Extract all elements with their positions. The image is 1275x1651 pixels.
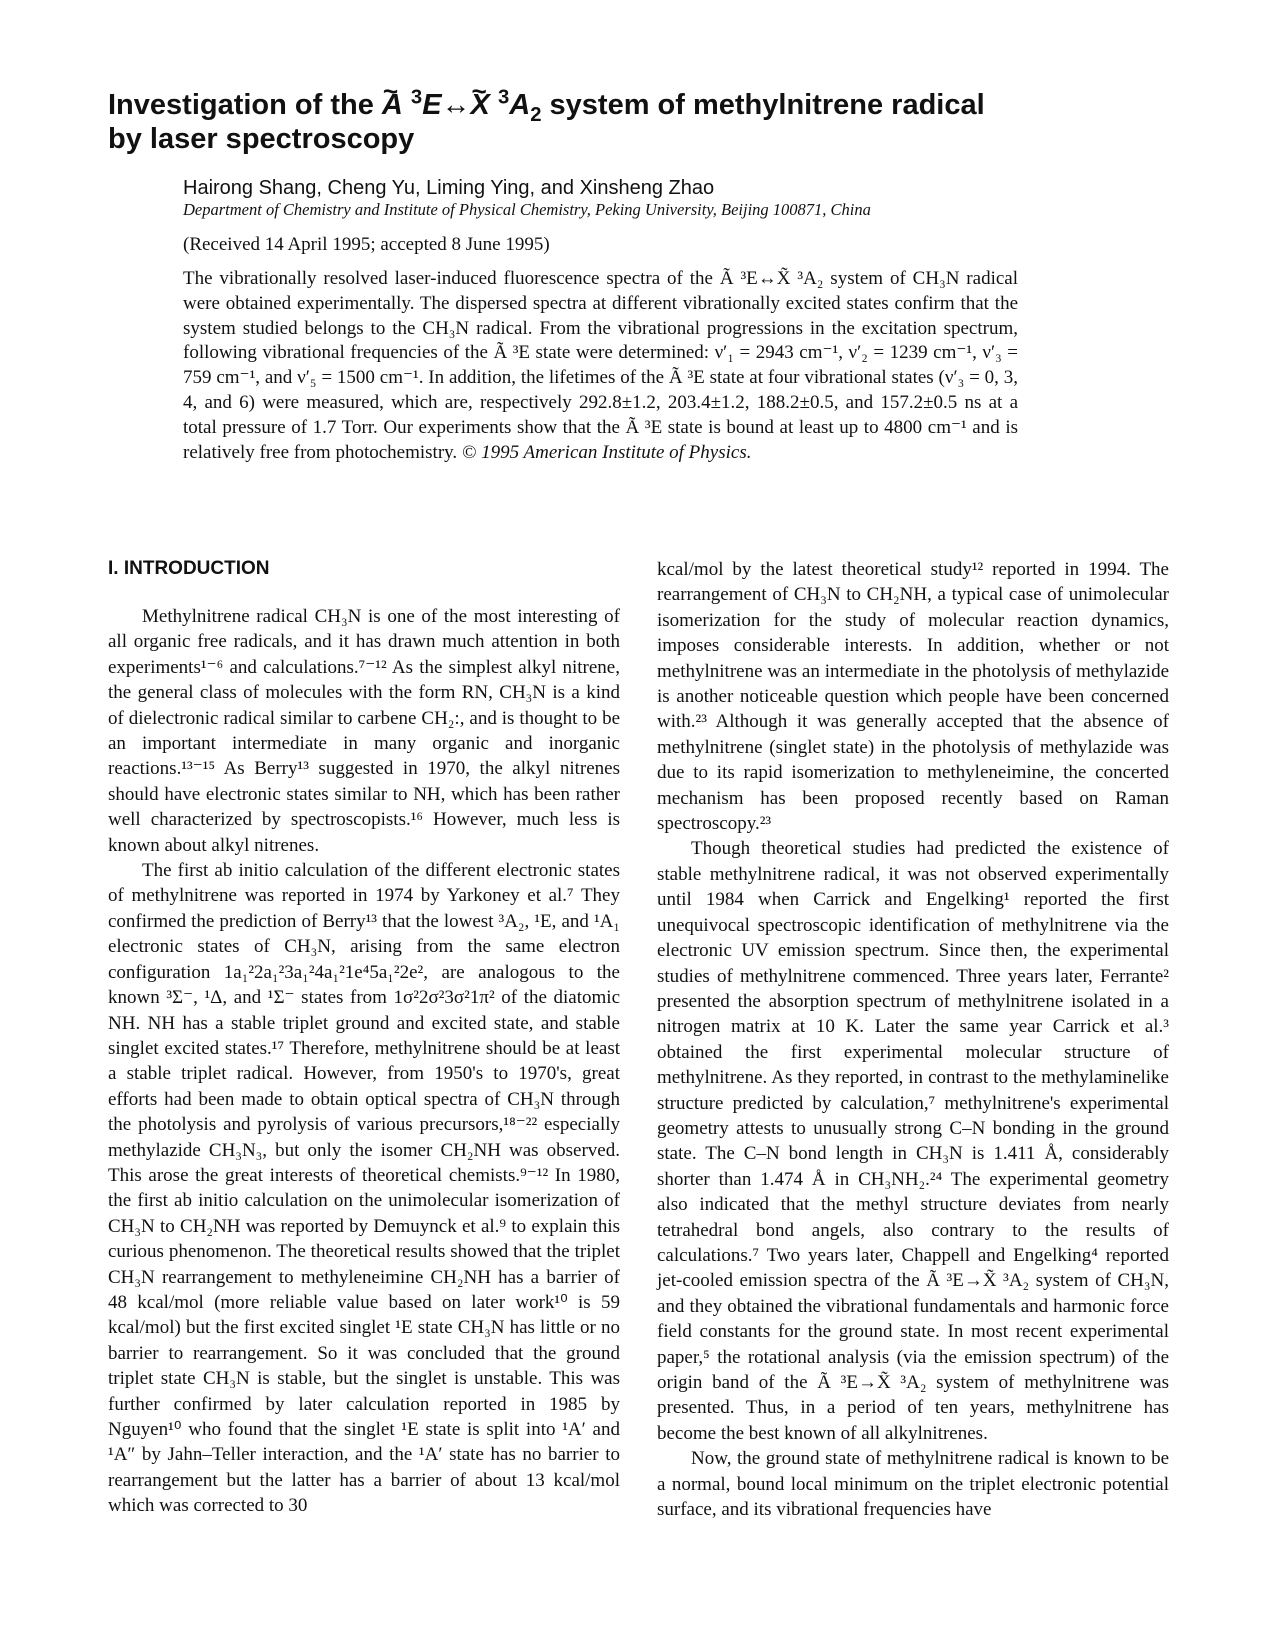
left-column: [108, 604, 620, 1519]
author-list: Hairong Shang, Cheng Yu, Liming Ying, and Xinsheng Zhao: [183, 177, 715, 199]
body-paragraph-3: Though theoretical studies had predicted the existence of stable methylnitrene radical, it was not observed experimentally until 1984 when Carrick and Engelking¹ reported the first unequivocal spectroscopic identification of methylnitrene via the electronic UV emission spectrum. Since then, the experimental studies of methylnitrene commenced. Three years later, Ferrante² presented the absorption spectrum of methylnitrene isolated in a nitrogen matrix at 10 K. Later the same year Carrick et al.³ obtained the first experimental molecular structure of methylnitrene. As they reported, in contrast to the methylaminelike structure predicted by calculation,⁷ methylnitrene's experimental geometry attests to unusually strong C–N bonding in the ground state. The C–N bond length in CH₃N is 1.411 Å, considerably shorter than 1.474 Å in CH₃NH₂.²⁴ The experimental geometry also indicated that the methyl structure deviates from nearly tetrahedral bond angels, also contrary to the results of calculations.⁷ Two years later, Chappell and Engelking⁴ reported jet-cooled emission spectra of the Ã ³E→X̃ ³A₂ system of CH₃N, and they obtained the vibrational fundamentals and harmonic force field constants for the ground state. In most recent experimental paper,⁵ the rotational analysis (via the emission spectrum) of the origin band of the Ã ³E→X̃ ³A₂ system of methylnitrene was presented. Thus, in a period of ten years, methylnitrene has become the best known of all alkylnitrenes.: [657, 838, 1169, 1444]
abstract: [183, 267, 1018, 465]
body-paragraph-1: Methylnitrene radical CH₃N is one of the most interesting of all organic free radicals, and it has drawn much attention in both experiments¹⁻⁶ and calculations.⁷⁻¹² As the simplest alkyl nitrene, the general class of molecules with the form RN, CH₃N is a kind of dielectronic radical similar to carbene CH₂:, and is thought to be an important intermediate in many organic and inorganic reactions.¹³⁻¹⁵ As Berry¹³ suggested in 1970, the alkyl nitrenes should have electronic states similar to NH, which has been rather well characterized by spectroscopists.¹⁶ However, much less is known about alkyl nitrenes.: [108, 606, 620, 856]
abstract-text: The vibrationally resolved laser-induced fluorescence spectra of the Ã ³E↔X̃ ³A₂ system of CH₃N radical were obtained experimentally. The dispersed spectra at different vibrationally excited states confirm that the system studied belongs to the CH₃N radical. From the vibrational progressions in the excitation spectrum, following vibrational frequencies of the Ã ³E state were determined: ν′₁ = 2943 cm⁻¹, ν′₂ = 1239 cm⁻¹, ν′₃ = 759 cm⁻¹, and ν′₅ = 1500 cm⁻¹. In addition, the lifetimes of the Ã ³E state at four vibrational states (ν′₃ = 0, 3, 4, and 6) were measured, which are, respectively 292.8±1.2, 203.4±1.2, 188.2±0.5, and 157.2±0.5 ns at a total pressure of 1.7 Torr. Our experiments show that the Ã ³E state is bound at least up to 4800 cm⁻¹ and is relatively free from photochemistry.: [183, 268, 1018, 463]
body-paragraph-4: Now, the ground state of methylnitrene radical is known to be a normal, bound local minimum on the triplet electronic potential surface, and its vibrational frequencies have: [657, 1448, 1169, 1521]
copyright-notice: © 1995 American Institute of Physics.: [461, 441, 752, 463]
paper-title: Investigation of the ~ A $^3$E↔~ X $^3A_2$ system of methylnitrene radical by laser spectroscopy: [108, 88, 1108, 156]
received-date: (Received 14 April 1995; accepted 8 June 1995): [183, 234, 550, 255]
right-column: [657, 557, 1169, 1522]
body-paragraph-2: The first ab initio calculation of the different electronic states of methylnitrene was reported in 1974 by Yarkoney et al.⁷ They confirmed the prediction of Berry¹³ that the lowest ³A₂, ¹E, and ¹A₁ electronic states of CH₃N, arising from the same electron configuration 1a₁²2a₁²3a₁²4a₁²1e⁴5a₁²2e², are analogous to the known ³Σ⁻, ¹Δ, and ¹Σ⁻ states from 1σ²2σ²3σ²1π² of the diatomic NH. NH has a stable triplet ground and excited state, and stable singlet excited states.¹⁷ Therefore, methylnitrene should be at least a stable triplet radical. However, from 1950's to 1970's, great efforts had been made to obtain optical spectra of CH₃N through the photolysis and pyrolysis of various precursors,¹⁸⁻²² especially methylazide CH₃N₃, but only the isomer CH₂NH was observed. This arose the great interests of theoretical chemists.⁹⁻¹² In 1980, the first ab initio calculation on the unimolecular isomerization of CH₃N to CH₂NH was reported by Demuynck et al.⁹ to explain this curious phenomenon. The theoretical results showed that the triplet CH₃N rearrangement to methyleneimine CH₂NH has a barrier of 48 kcal/mol (more reliable value based on later work¹⁰ is 59 kcal/mol) but the first excited singlet ¹E state CH₃N has little or no barrier to rearrangement. So it was concluded that the ground triplet state CH₃N is stable, but the singlet is unstable. This was further confirmed by later calculation reported in 1985 by Nguyen¹⁰ who found that the singlet ¹E state is split into ¹A′ and ¹A″ by Jahn–Teller interaction, and the ¹A′ state has no barrier to rearrangement but the latter has a barrier of about 13 kcal/mol which was corrected to 30: [108, 860, 620, 1517]
affiliation: Department of Chemistry and Institute of Physical Chemistry, Peking University, Beijing 100871, China: [183, 200, 871, 219]
section-heading: I. INTRODUCTION: [108, 558, 270, 579]
body-paragraph-2-continued: kcal/mol by the latest theoretical study¹² reported in 1994. The rearrangement of CH₃N to CH₂NH, a typical case of unimolecular isomerization for the study of molecular reaction dynamics, imposes considerable interests. In addition, whether or not methylnitrene was an intermediate in the photolysis of methylazide is another noticeable question which people have been concerned with.²³ Although it was generally accepted that the absence of methylnitrene (singlet state) in the photolysis of methylazide was due to its rapid isomerization to methyleneimine, the concerted mechanism has been proposed recently based on Raman spectroscopy.²³: [657, 559, 1169, 835]
